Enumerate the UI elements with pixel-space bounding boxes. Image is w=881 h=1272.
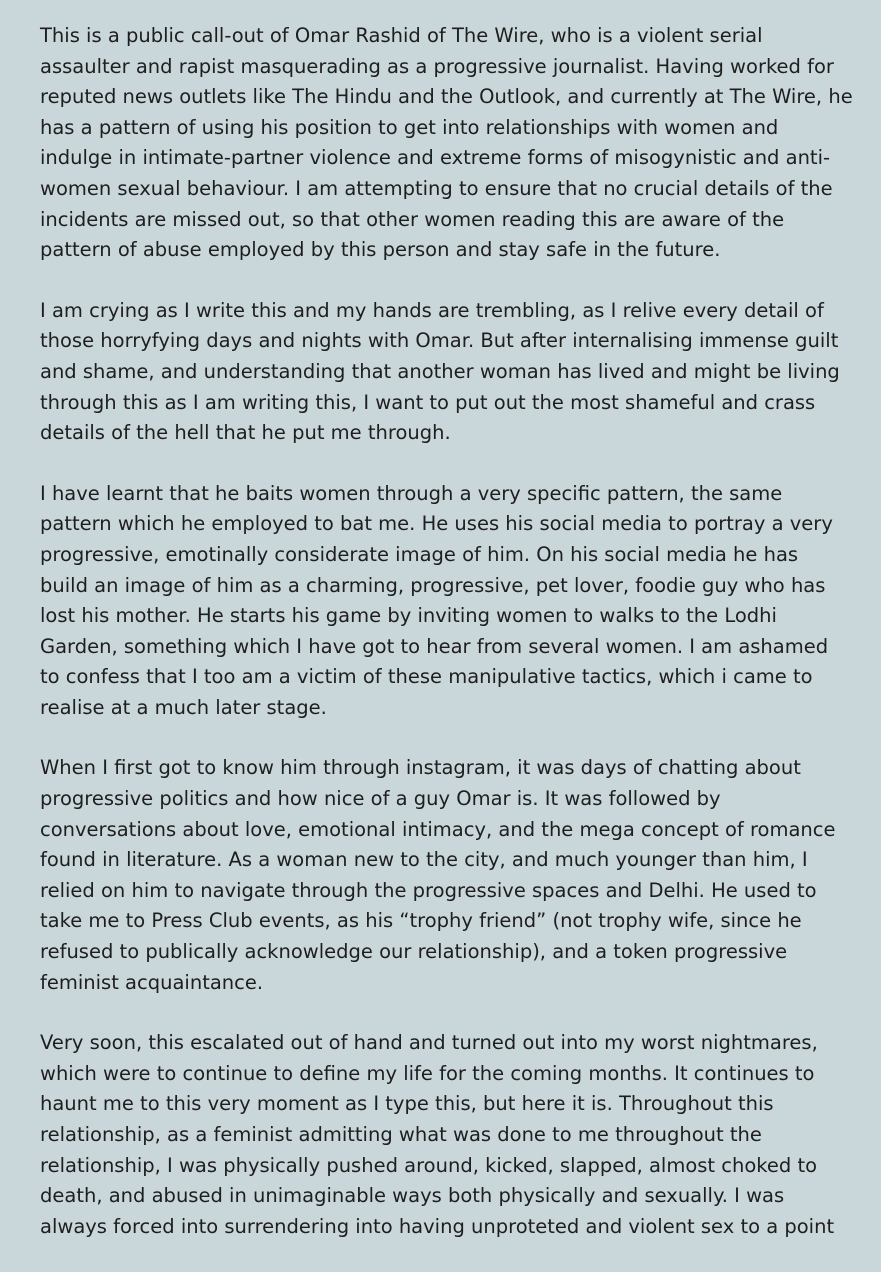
text-line: conversations about love, emotional intimacy, and the mega concept of romance (40, 817, 836, 841)
text-line: lost his mother. He starts his game by inviting women to walks to the Lodhi (40, 604, 777, 628)
text-line: I have learnt that he baits women through a very specific pattern, the same (40, 481, 783, 505)
text-line: progressive, emotinally considerate image of him. On his social media he has (40, 542, 799, 566)
text-line: women sexual behaviour. I am attempting to ensure that no crucial details of the (40, 176, 833, 200)
text-line: feminist acquaintance. (40, 970, 264, 994)
text-line: pattern which he employed to bat me. He uses his social media to portray a very (40, 512, 833, 536)
text-line: those horryfying days and nights with Omar. But after internalising immense guilt (40, 329, 839, 353)
text-line: to confess that I too am a victim of these manipulative tactics, which i came to (40, 665, 813, 689)
text-line: I am crying as I write this and my hands are trembling, as I relive every detail of (40, 298, 824, 322)
text-line: realise at a much later stage. (40, 695, 327, 719)
text-line: always forced into surrendering into having unproteted and violent sex to a point (40, 1214, 835, 1238)
text-line: take me to Press Club events, as his “trophy friend” (not trophy wife, since he (40, 909, 802, 933)
paragraph-5 (40, 1028, 872, 1242)
document-body (40, 21, 872, 1272)
text-line: Garden, something which I have got to hear from several women. I am ashamed (40, 634, 829, 658)
paragraph-3 (40, 479, 872, 724)
text-line: reputed news outlets like The Hindu and the Outlook, and currently at The Wire, he (40, 85, 853, 109)
text-line: progressive politics and how nice of a guy Omar is. It was followed by (40, 787, 721, 811)
text-line: build an image of him as a charming, progressive, pet lover, foodie guy who has (40, 573, 826, 597)
text-line: When I first got to know him through instagram, it was days of chatting about (40, 756, 801, 780)
text-line: This is a public call-out of Omar Rashid of The Wire, who is a violent serial (40, 24, 763, 47)
text-line: relied on him to navigate through the progressive spaces and Delhi. He used to (40, 878, 817, 902)
paragraph-1 (40, 21, 872, 266)
text-line: haunt me to this very moment as I type this, but here it is. Throughout this (40, 1092, 774, 1116)
text-line: details of the hell that he put me through. (40, 421, 451, 445)
text-line: relationship, I was physically pushed around, kicked, slapped, almost choked to (40, 1153, 818, 1177)
text-line: indulge in intimate-partner violence and extreme forms of misogynistic and anti- (40, 146, 831, 170)
paragraph-2 (40, 296, 872, 449)
text-line: relationship, as a feminist admitting what was done to me throughout the (40, 1123, 762, 1146)
text-line: through this as I am writing this, I want to put out the most shameful and crass (40, 390, 816, 414)
text-line: incidents are missed out, so that other women reading this are aware of the (40, 207, 785, 231)
text-line: which were to continue to define my life for the coming months. It continues to (40, 1061, 815, 1085)
text-line: Very soon, this escalated out of hand and turned out into my worst nightmares, (40, 1031, 818, 1055)
text-line: assaulter and rapist masquerading as a progressive journalist. Having worked for (40, 54, 834, 78)
text-line: has a pattern of using his position to get into relationships with women and (40, 115, 779, 139)
text-line: and shame, and understanding that another woman has lived and might be living (40, 359, 840, 383)
text-line: pattern of abuse employed by this person and stay safe in the future. (40, 238, 721, 262)
text-line: refused to publically acknowledge our relationship), and a token progressive (40, 940, 788, 964)
paragraph-4 (40, 753, 872, 998)
text-line: death, and abused in unimaginable ways both physically and sexually. I was (40, 1184, 785, 1208)
text-line: found in literature. As a woman new to the city, and much younger than him, I (40, 848, 808, 872)
